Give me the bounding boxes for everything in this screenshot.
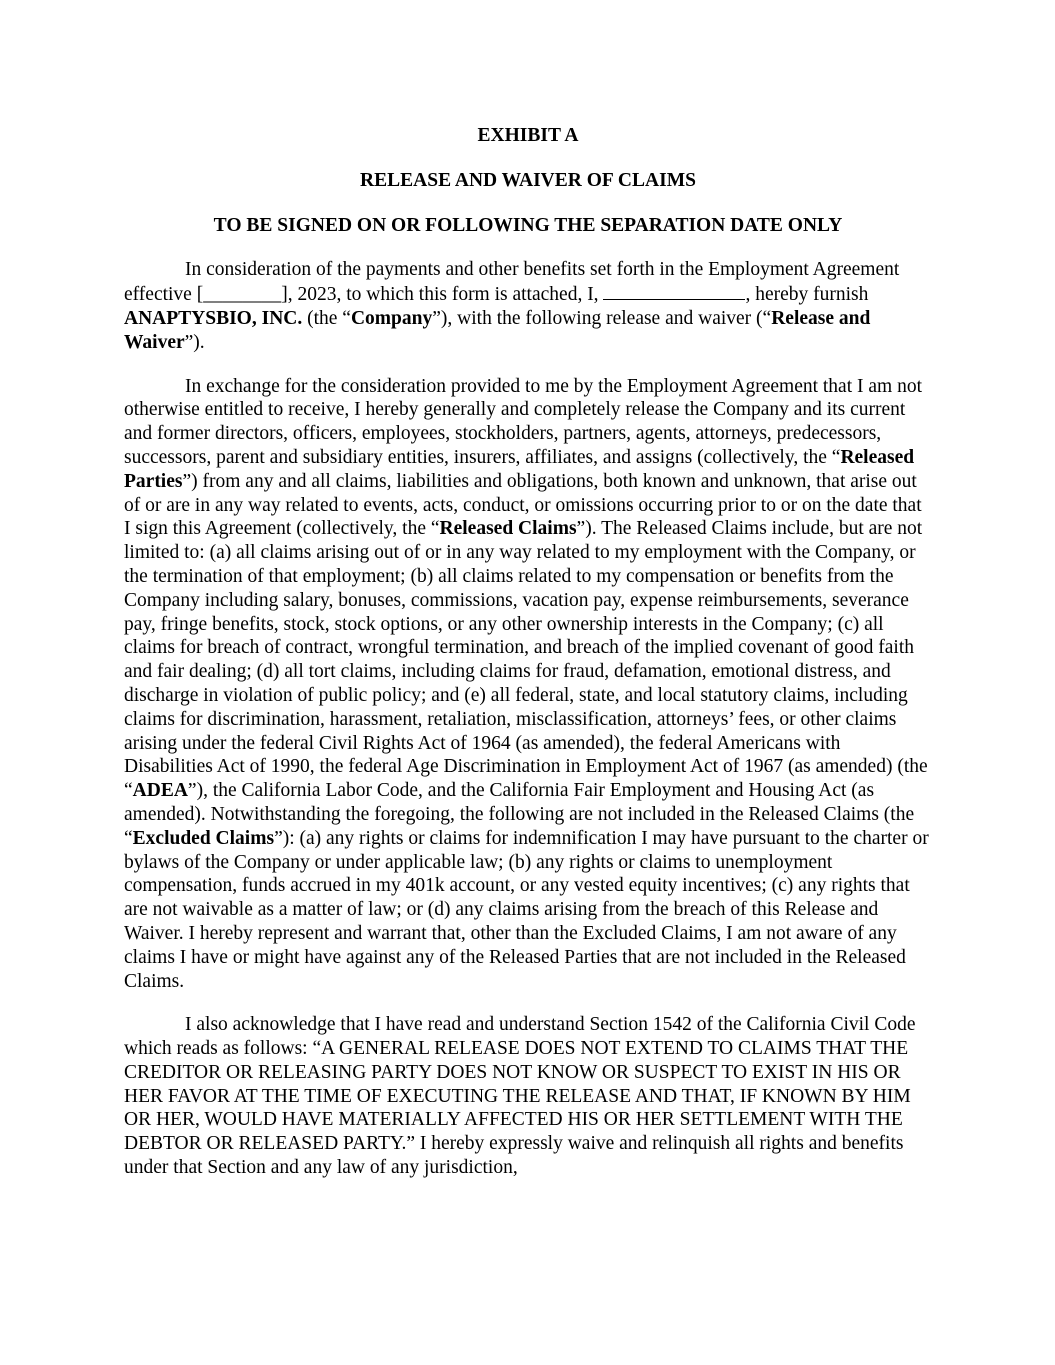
p2-text-4: ”), the California Labor Code, and the California Fair Employment and Housing Act (as amended). Notwithstanding the foregoing, the following are not included in the Released Claims (the “ [124, 780, 915, 849]
released-claims-term: Released Claims [439, 518, 577, 540]
p3-text-1: I also acknowledge that I have read and understand Section 1542 of the California Civil Code which reads as follows: “A GENERAL RELEASE DOES NOT EXTEND TO CLAIMS THAT THE CREDITOR OR RELEASING PARTY DOES NOT KNOW OR SUSPECT TO EXIST IN HIS OR HER FAVOR AT THE TIME OF EXECUTING THE RELEASE AND THAT, IF KNOWN BY HIM OR HER, WOULD HAVE MATERIALLY AFFECTED HIS OR HER SETTLEMENT WITH THE DEBTOR OR RELEASED PARTY.” I hereby expressly waive and relinquish all rights and benefits under that Section and any law of any jurisdiction, [124, 1014, 916, 1179]
p1-text-2: , hereby furnish [745, 284, 869, 306]
document-page [124, 124, 932, 1200]
name-blank-line [603, 282, 745, 300]
released-parties-term: Released Parties [124, 446, 915, 492]
p2-text-2: ”) from any and all claims, liabilities and obligations, both known and unknown, that arise out of or are in any way related to events, acts, conduct, or omissions occurring prior to or on the date that I sign this Agreement (collectively, the “ [124, 470, 922, 540]
p2-text-3: ”). The Released Claims include, but are not limited to: (a) all claims arising out of or in any way related to my employment with the Company, or the termination of that employment; (b) all claims related to my compensation or benefits from the Company including salary, bonuses, commissions, vacation pay, expense reimbursements, severance pay, fringe benefits, stock, stock options, or any other ownership interests in the Company; (c) all claims for breach of contract, wrongful termination, and breach of the implied covenant of good faith and fair dealing; (d) all tort claims, including claims for fraud, defamation, emotional distress, and discharge in violation of public policy; and (e) all federal, state, and local statutory claims, including claims for discrimination, harassment, retaliation, misclassification, attorneys’ fees, or other claims arising under the federal Civil Rights Act of 1964 (as amended), the federal Americans with Disabilities Act of 1990, the federal Age Discrimination in Employment Act of 1967 (as amended) (the “ [124, 518, 928, 802]
excluded-claims-term: Excluded Claims [132, 827, 275, 849]
exhibit-heading: EXHIBIT A [477, 125, 579, 146]
p2-text-5: ”): (a) any rights or claims for indemnification I may have pursuant to the charter or bylaws of the Company or under applicable law; (b) any rights or claims to unemployment compensation, funds accrued in my 401k account, or any vested equity incentives; (c) any rights that are not waivable as a matter of law; or (d) any claims arising from the breach of this Release and Waiver. I hereby represent and warrant that, other than the Excluded Claims, I am not aware of any claims I have or might have against any of the Released Parties that are not included in the Released Claims. [124, 827, 929, 992]
company-term: Company [350, 307, 433, 329]
adea-term: ADEA [132, 780, 188, 802]
document-subtitle: TO BE SIGNED ON OR FOLLOWING THE SEPARATION DATE ONLY [213, 214, 843, 236]
section-1542-paragraph [124, 1013, 932, 1180]
company-name: ANAPTYSBIO, INC. [124, 307, 303, 329]
release-paragraph [124, 375, 932, 994]
p2-text-1: In exchange for the consideration provided to me by the Employment Agreement that I am not otherwise entitled to receive, I hereby generally and completely release the Company and its current and former directors, officers, employees, stockholders, partners, agents, attorneys, predecessors, successors, parent and subsidiary entities, insurers, affiliates, and assigns (collectively, the “ [124, 375, 922, 468]
document-title: RELEASE AND WAIVER OF CLAIMS [360, 169, 696, 191]
p1-text-5: ”). [184, 331, 205, 353]
release-term: Release and Waiver [124, 307, 871, 353]
p1-text-4: ”), with the following release and waiver (“ [432, 307, 772, 329]
p1-text-3: (the “ [302, 307, 351, 329]
p1-text-1: In consideration of the payments and other benefits set forth in the Employment Agreement effective [________], 2023, to which this form is attached, I, [124, 259, 900, 306]
consideration-paragraph [124, 258, 932, 354]
